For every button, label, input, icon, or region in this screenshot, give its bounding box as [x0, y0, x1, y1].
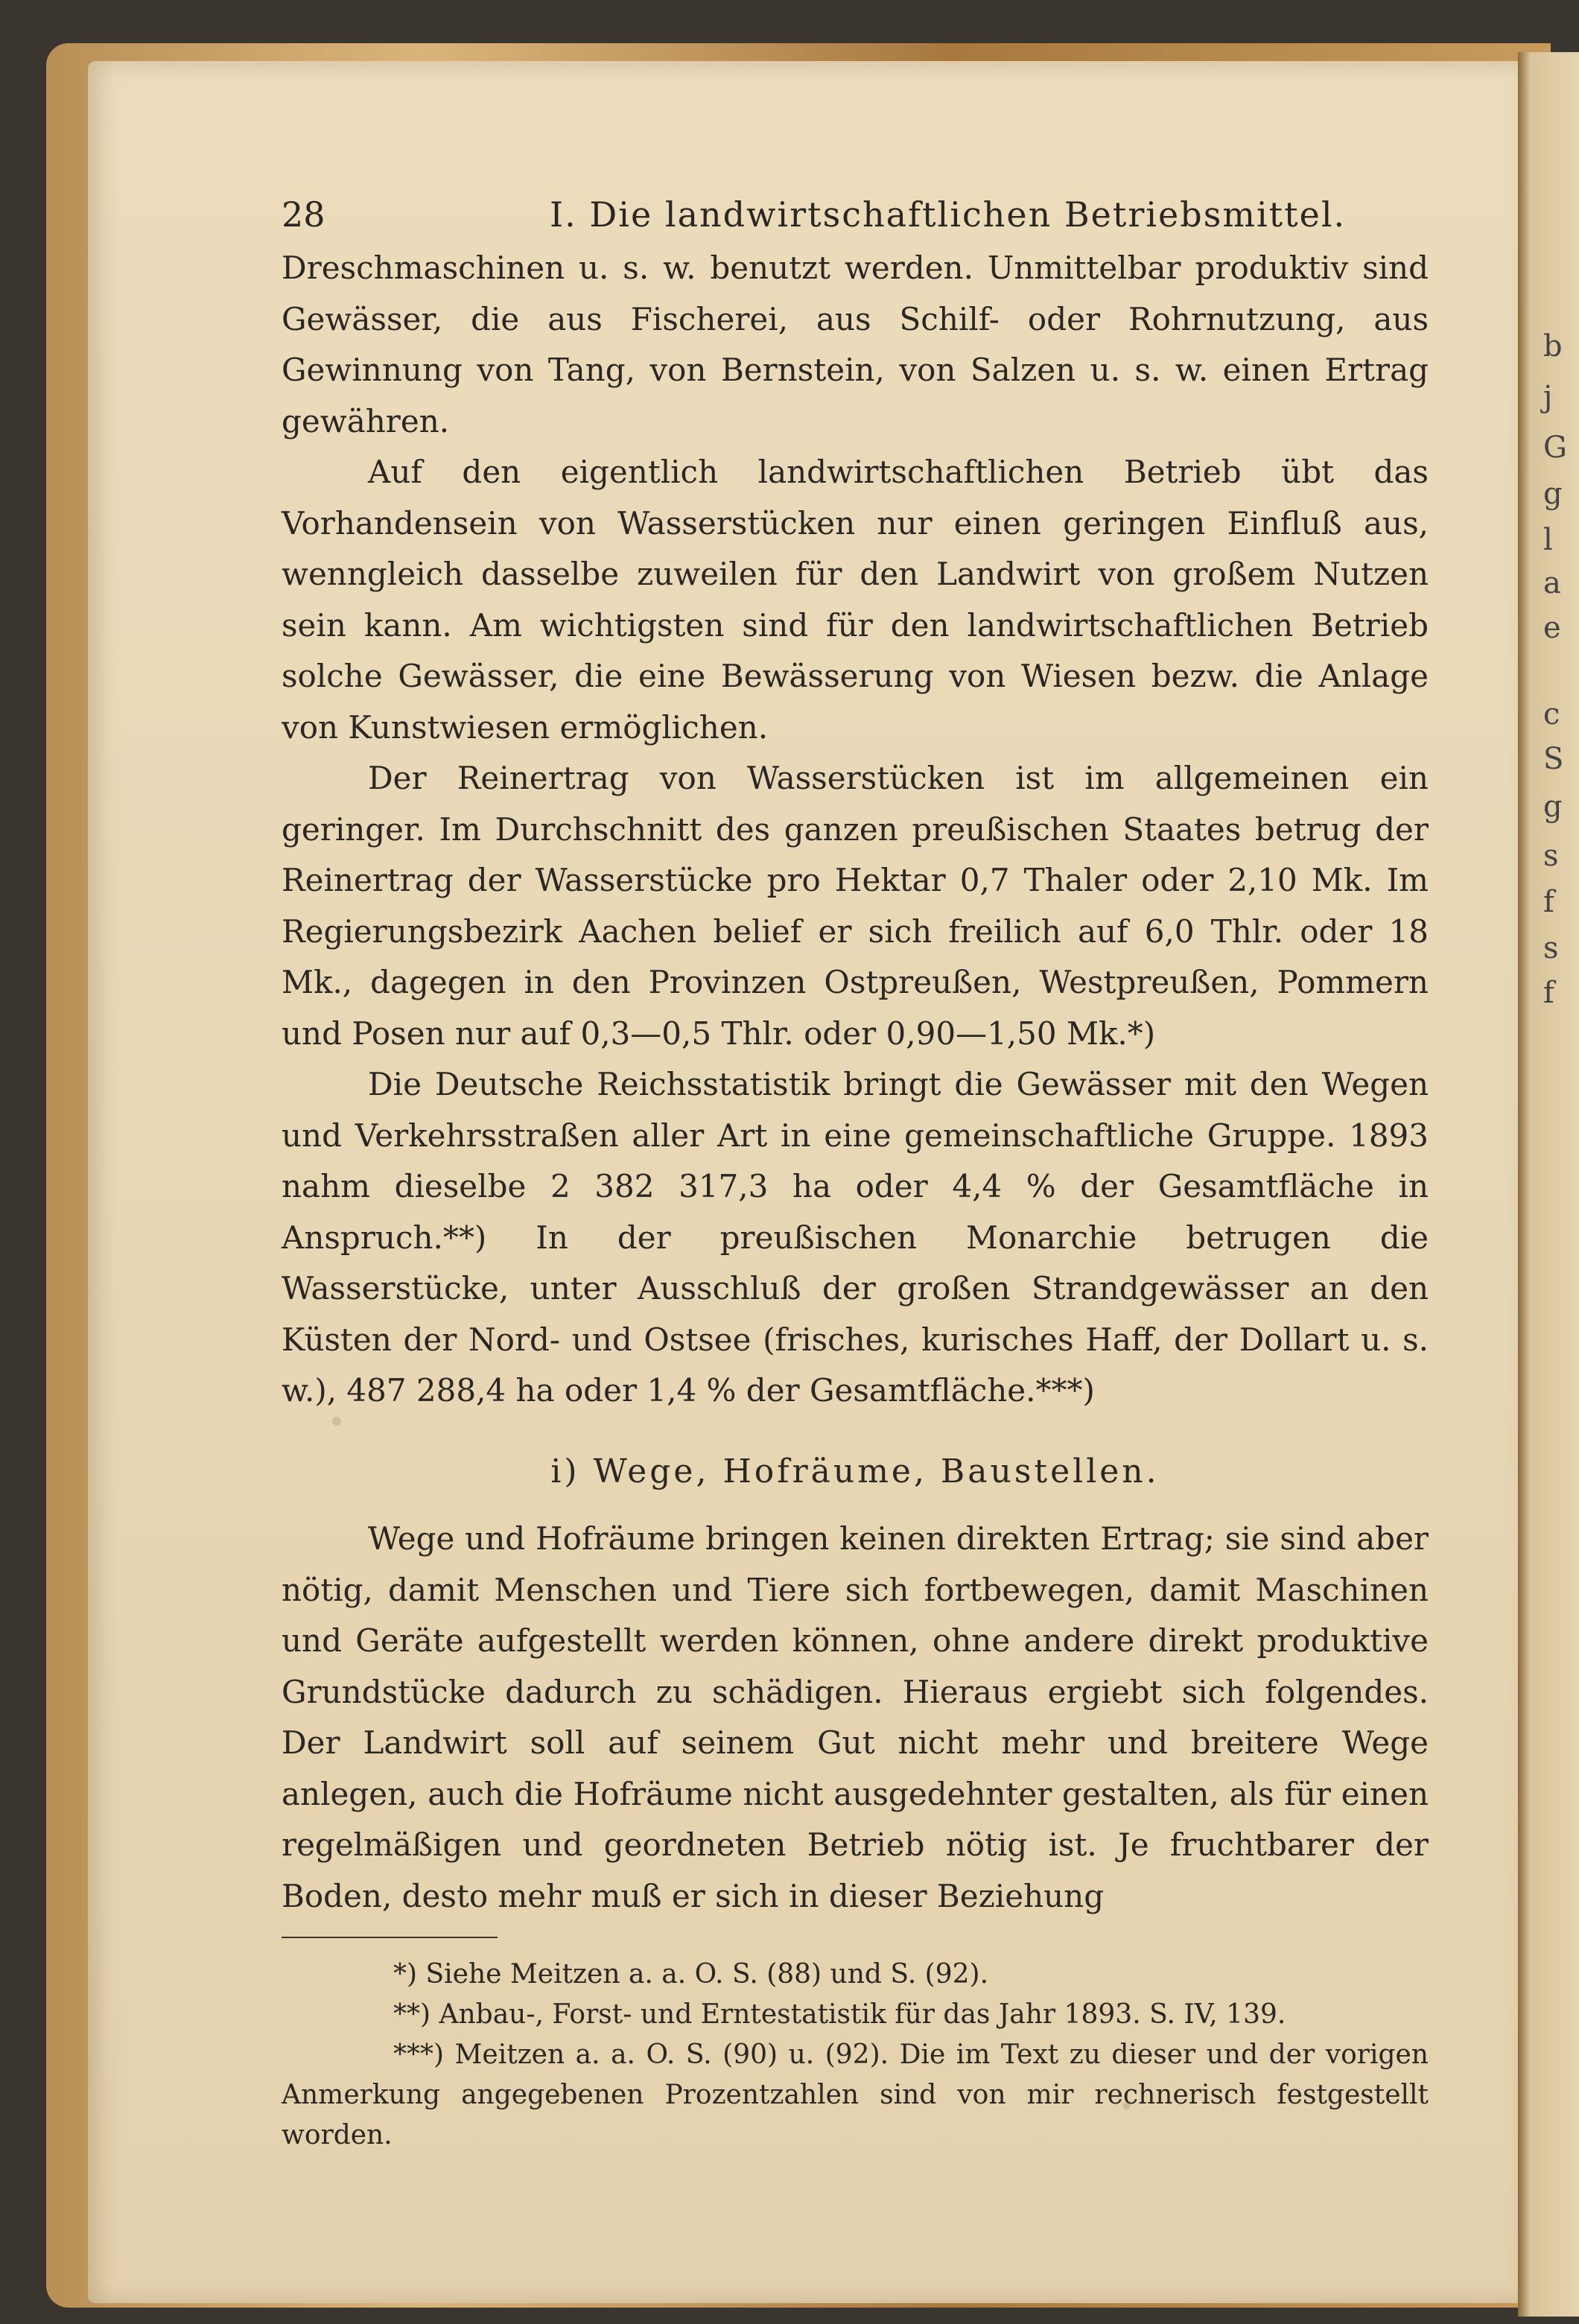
running-title: I. Die landwirtschaftlichen Betriebsmittel. — [550, 194, 1347, 235]
facing-text-fragment: G — [1543, 431, 1567, 465]
page-content — [282, 186, 1429, 2156]
facing-text-fragment: g — [1543, 477, 1563, 511]
paragraph-wege-hofraeume: Wege und Hofräume bringen keinen direkten Ertrag; sie sind aber nötig, damit Menschen und Tiere sich fortbewegen, damit Maschinen und Geräte aufgestellt werden können, ohne andere direkt produktive Grundstücke dadurch zu schädigen. Hieraus ergiebt sich folgendes. Der Landwirt soll auf seinem Gut nicht mehr und breitere Wege anlegen, auch die Hofräume nicht ausgedehnter gestalten, als für einen regelmäßigen und geordneten Betrieb nötig ist. Je fruchtbarer der Boden, desto mehr muß er sich in dieser Beziehung — [282, 1520, 1429, 1914]
section-heading: i) Wege, Hofräume, Baustellen. — [550, 1452, 1160, 1490]
facing-text-fragment: b — [1543, 329, 1563, 363]
facing-text-fragment: f — [1543, 885, 1554, 919]
paragraph-reinertrag: Der Reinertrag von Wasserstücken ist im allgemeinen ein geringer. Im Durchschnitt des ganzen preußischen Staates betrug der Reinertrag der Wasserstücke pro Hektar 0,7 Thaler oder 2,10 Mk. Im Regierungsbezirk Aachen belief er sich freilich auf 6,0 Thlr. oder 18 Mk., dagegen in den Provinzen Ostpreußen, Westpreußen, Pommern und Posen nur auf 0,3—0,5 Thlr. oder 0,90—1,50 Mk.*) — [282, 760, 1429, 1052]
footnote-2: **) Anbau-, Forst- und Erntestatistik für das Jahr 1893. S. IV, 139. — [393, 1999, 1286, 2030]
facing-text-fragment: f — [1543, 976, 1554, 1010]
facing-text-fragment: g — [1543, 790, 1563, 824]
facing-text-fragment: a — [1543, 566, 1561, 600]
facing-text-fragment: j — [1543, 380, 1553, 414]
facing-text-fragment: e — [1543, 611, 1561, 645]
footnote-divider — [282, 1937, 498, 1938]
facing-text-fragment: c — [1543, 697, 1560, 731]
running-header — [282, 186, 1429, 243]
facing-text-fragment: l — [1543, 523, 1553, 557]
page-number: 28 — [282, 194, 325, 235]
paragraph-reichsstatistik: Die Deutsche Reichsstatistik bringt die Gewässer mit den Wegen und Verkehrsstraßen aller Art in eine gemeinschaftliche Gruppe. 1893 nahm dieselbe 2 382 317,3 ha oder 4,4 % der Gesamtfläche in Anspruch.**) In der preußischen Monarchie betrugen die Wasserstücke, unter Ausschluß der großen Strandgewässer an den Küsten der Nord- und Ostsee (frisches, kurisches Haff, der Dollart u. s. w.), 487 288,4 ha oder 1,4 % der Gesamtfläche.***) — [282, 1066, 1429, 1409]
facing-text-fragment: s — [1543, 931, 1559, 965]
paragraph-wasserstuecke-einfluss: Auf den eigentlich landwirtschaftlichen Betrieb übt das Vorhandensein von Wasserstücken nur einen geringen Einfluß aus, wenngleich dasselbe zuweilen für den Landwirt von großem Nutzen sein kann. Am wichtigsten sind für den landwirtschaftlichen Betrieb solche Gewässer, die eine Bewässerung von Wiesen bezw. die Anlage von Kunstwiesen ermöglichen. — [282, 454, 1429, 746]
facing-text-fragment: s — [1543, 839, 1559, 873]
facing-text-fragment: S — [1543, 742, 1564, 776]
facing-page-edge — [1518, 52, 1579, 2317]
paragraph-gewaesser-ertrag: Dreschmaschinen u. s. w. benutzt werden. Unmittelbar produktiv sind Gewässer, die aus Fischerei, aus Schilf- oder Rohrnutzung, aus Gewinnung von Tang, von Bernstein, von Salzen u. s. w. einen Ertrag gewähren. — [282, 250, 1429, 439]
footnote-1: *) Siehe Meitzen a. a. O. S. (88) und S. (92). — [393, 1959, 989, 1990]
footnote-3: ***) Meitzen a. a. O. S. (90) u. (92). Die im Text zu dieser und der vorigen Anmerkung angegebenen Prozentzahlen sind von mir rechnerisch festgestellt worden. — [282, 2039, 1429, 2150]
